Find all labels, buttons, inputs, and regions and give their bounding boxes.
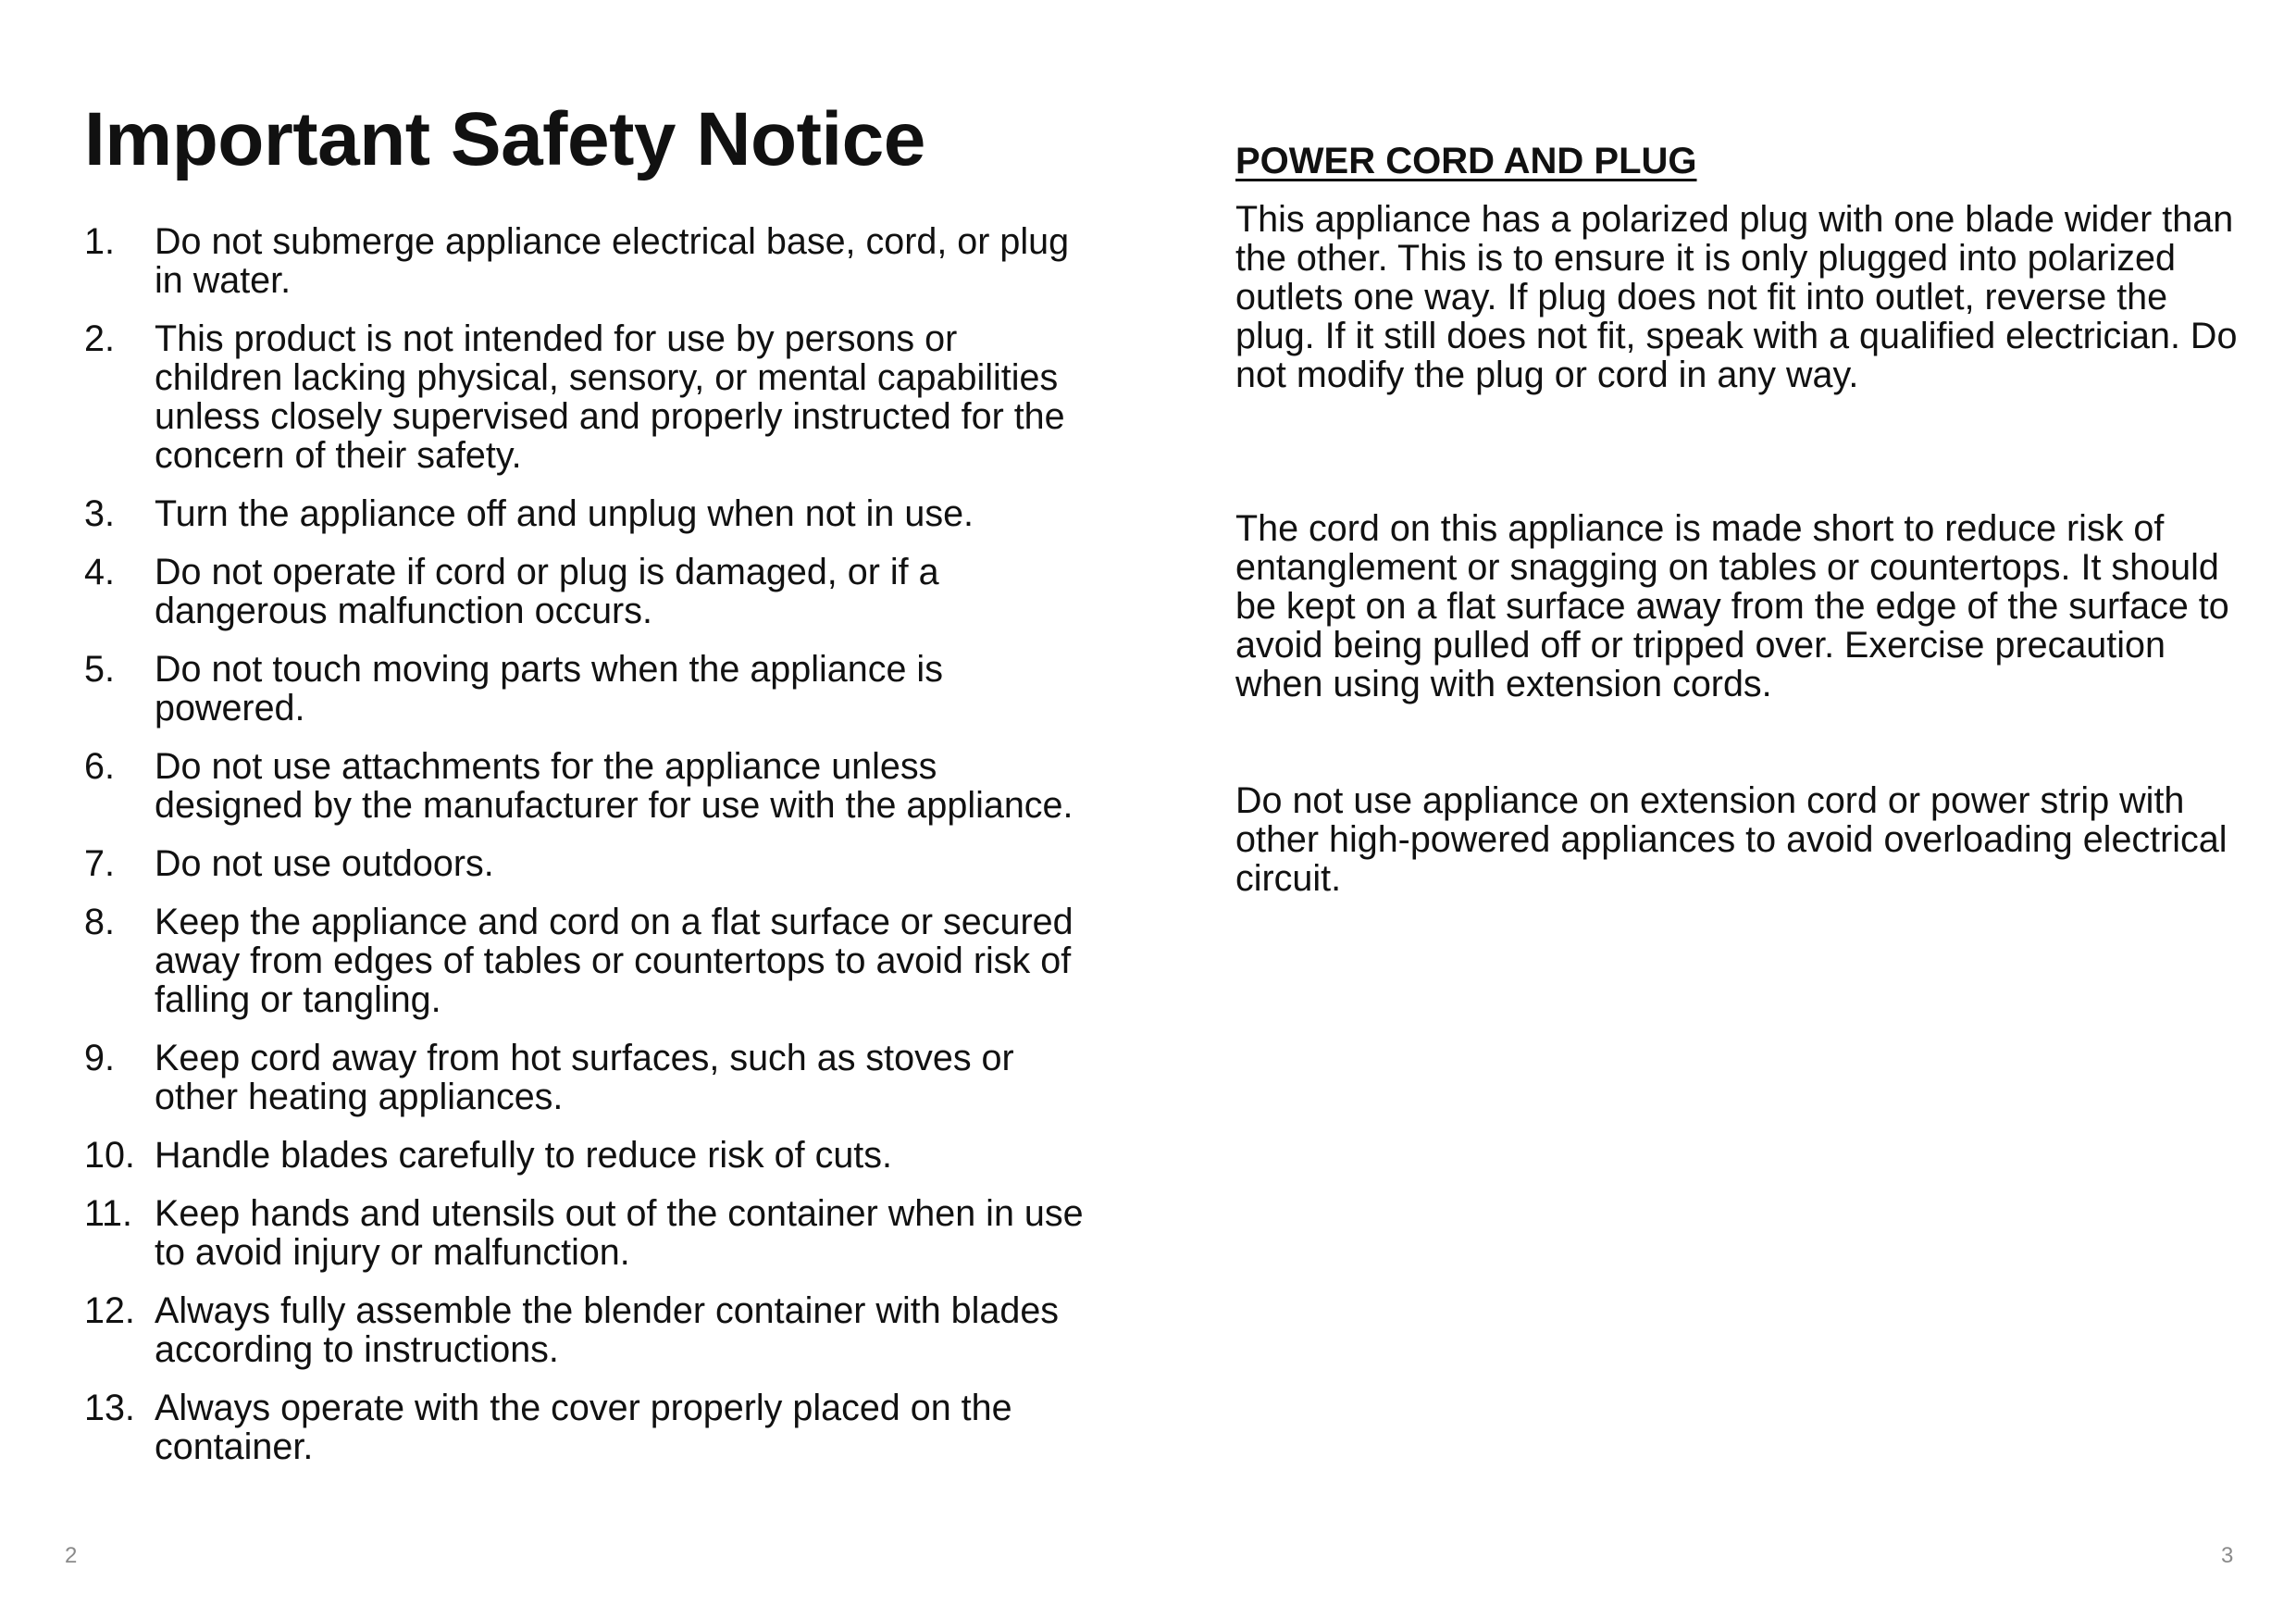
list-item-text: Always operate with the cover properly placed on the container.: [155, 1388, 1012, 1467]
list-item-number: 12.: [84, 1290, 135, 1331]
list-item: [84, 319, 1093, 475]
list-item-text: This product is not intended for use by persons or children lacking physical, sensory, or mental capabilities unless closely supervised and properly instructed for the concern of their safety.: [155, 318, 1065, 476]
list-item: [84, 650, 1093, 728]
list-item-number: 11.: [84, 1193, 132, 1234]
list-item-text: Do not touch moving parts when the appliance is powered.: [155, 649, 943, 729]
list-item-number: 3.: [84, 493, 115, 534]
page-number-left: 2: [65, 1543, 78, 1568]
page-number-right: 3: [2221, 1543, 2234, 1568]
section-heading: POWER CORD AND PLUG: [1235, 141, 1697, 181]
list-item-number: 8.: [84, 902, 115, 942]
list-item-text: Keep the appliance and cord on a flat surface or secured away from edges of tables or countertops to avoid risk of falling or tangling.: [155, 902, 1074, 1020]
list-item: [84, 1194, 1093, 1272]
list-item-number: 13.: [84, 1388, 135, 1428]
list-item-text: Handle blades carefully to reduce risk of cuts.: [155, 1135, 892, 1176]
list-item-number: 10.: [84, 1135, 135, 1176]
list-item: [84, 747, 1093, 825]
list-item-text: Keep cord away from hot surfaces, such as stoves or other heating appliances.: [155, 1038, 1014, 1117]
list-item: [84, 903, 1093, 1019]
paragraph-extension-cord: Do not use appliance on extension cord or power strip with other high-powered appliances to avoid overloading electrical circuit.: [1235, 780, 2228, 899]
list-item: [84, 1136, 1093, 1175]
list-item: [84, 1389, 1093, 1466]
list-item-text: Do not submerge appliance electrical base, cord, or plug in water.: [155, 221, 1070, 301]
right-page: [1148, 0, 2296, 1619]
list-item-text: Do not use outdoors.: [155, 843, 494, 884]
list-item-text: Do not use attachments for the appliance unless designed by the manufacturer for use with the appliance.: [155, 746, 1074, 826]
paragraph-short-cord: The cord on this appliance is made short to reduce risk of entanglement or snagging on tables or countertops. It should be kept on a flat surface away from the edge of the surface to avoid being pulled off or tripped over. Exercise precaution when using with extension cords.: [1235, 508, 2229, 704]
list-item-number: 9.: [84, 1038, 115, 1078]
paragraph-polarized-plug: This appliance has a polarized plug with one blade wider than the other. This is to ensure it is only plugged into polarized outlets one way. If plug does not fit into outlet, reverse the plug. If it still does not fit, speak with a qualified electrician. Do not modify the plug or cord in any way.: [1235, 199, 2238, 395]
page-title: Important Safety Notice: [84, 97, 925, 181]
list-item-text: Always fully assemble the blender container with blades according to instructions.: [155, 1290, 1060, 1370]
list-item: [84, 494, 1093, 533]
list-item-text: Turn the appliance off and unplug when not in use.: [155, 493, 974, 534]
list-item: [84, 844, 1093, 883]
list-item: [84, 553, 1093, 630]
list-item-number: 5.: [84, 649, 115, 690]
list-item-text: Do not operate if cord or plug is damaged, or if a dangerous malfunction occurs.: [155, 552, 939, 631]
list-item-number: 7.: [84, 843, 115, 884]
list-item: [84, 1291, 1093, 1369]
safety-rules-list: [84, 222, 1093, 1486]
list-item-number: 2.: [84, 318, 115, 359]
list-item-number: 4.: [84, 552, 115, 592]
list-item-number: 6.: [84, 746, 115, 787]
list-item: [84, 1039, 1093, 1116]
list-item-text: Keep hands and utensils out of the container when in use to avoid injury or malfunction.: [155, 1193, 1084, 1273]
list-item-number: 1.: [84, 221, 115, 262]
list-item: [84, 222, 1093, 300]
